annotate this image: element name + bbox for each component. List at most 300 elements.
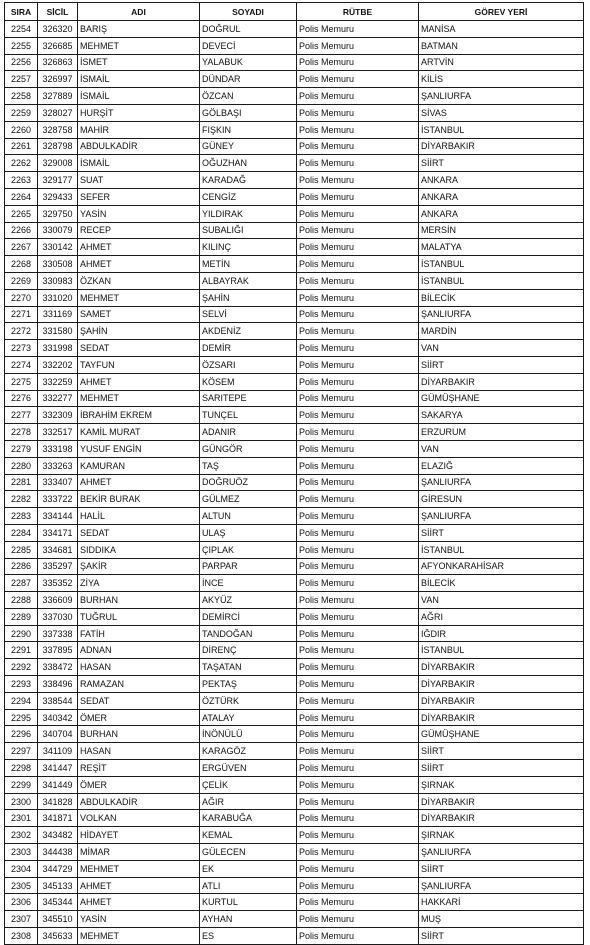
cell-gorev-yeri: MANİSA bbox=[419, 21, 584, 38]
cell-adi: SUAT bbox=[78, 172, 200, 189]
cell-sira: 2271 bbox=[5, 306, 38, 323]
cell-adi: YASİN bbox=[78, 911, 200, 928]
cell-gorev-yeri: GİRESUN bbox=[419, 491, 584, 508]
cell-sira: 2270 bbox=[5, 289, 38, 306]
cell-sicil: 328798 bbox=[38, 138, 78, 155]
cell-adi: ABDULKADİR bbox=[78, 793, 200, 810]
cell-sira: 2255 bbox=[5, 37, 38, 54]
cell-soyadi: GÜNEY bbox=[200, 138, 297, 155]
cell-rutbe: Polis Memuru bbox=[297, 558, 419, 575]
column-header-adi: ADI bbox=[78, 3, 200, 21]
table-body bbox=[5, 21, 584, 945]
table-row bbox=[5, 692, 584, 709]
cell-soyadi: ALTUN bbox=[200, 508, 297, 525]
cell-rutbe: Polis Memuru bbox=[297, 390, 419, 407]
cell-sira: 2298 bbox=[5, 760, 38, 777]
cell-sicil: 331998 bbox=[38, 340, 78, 357]
cell-rutbe: Polis Memuru bbox=[297, 608, 419, 625]
cell-gorev-yeri: DİYARBAKIR bbox=[419, 659, 584, 676]
cell-sira: 2291 bbox=[5, 642, 38, 659]
table-row bbox=[5, 709, 584, 726]
cell-rutbe: Polis Memuru bbox=[297, 659, 419, 676]
cell-adi: HASAN bbox=[78, 743, 200, 760]
cell-soyadi: GÜLMEZ bbox=[200, 491, 297, 508]
cell-soyadi: YILDIRAK bbox=[200, 205, 297, 222]
cell-sira: 2277 bbox=[5, 407, 38, 424]
cell-rutbe: Polis Memuru bbox=[297, 323, 419, 340]
cell-sira: 2305 bbox=[5, 877, 38, 894]
cell-sira: 2263 bbox=[5, 172, 38, 189]
table-row bbox=[5, 793, 584, 810]
cell-rutbe: Polis Memuru bbox=[297, 407, 419, 424]
cell-rutbe: Polis Memuru bbox=[297, 928, 419, 945]
cell-soyadi: TUNÇEL bbox=[200, 407, 297, 424]
cell-sira: 2308 bbox=[5, 928, 38, 945]
cell-sira: 2304 bbox=[5, 860, 38, 877]
cell-soyadi: DEVECİ bbox=[200, 37, 297, 54]
cell-rutbe: Polis Memuru bbox=[297, 457, 419, 474]
cell-rutbe: Polis Memuru bbox=[297, 508, 419, 525]
cell-adi: MEHMET bbox=[78, 37, 200, 54]
cell-soyadi: ÖZCAN bbox=[200, 88, 297, 105]
cell-adi: ABDULKADİR bbox=[78, 138, 200, 155]
cell-sira: 2279 bbox=[5, 440, 38, 457]
cell-rutbe: Polis Memuru bbox=[297, 256, 419, 273]
cell-soyadi: FIŞKIN bbox=[200, 121, 297, 138]
cell-soyadi: ÖZTÜRK bbox=[200, 692, 297, 709]
cell-sicil: 331169 bbox=[38, 306, 78, 323]
cell-rutbe: Polis Memuru bbox=[297, 222, 419, 239]
cell-adi: MİMAR bbox=[78, 844, 200, 861]
cell-gorev-yeri: DİYARBAKIR bbox=[419, 373, 584, 390]
cell-sicil: 335297 bbox=[38, 558, 78, 575]
cell-rutbe: Polis Memuru bbox=[297, 625, 419, 642]
cell-adi: AHMET bbox=[78, 373, 200, 390]
table-row bbox=[5, 373, 584, 390]
cell-soyadi: EK bbox=[200, 860, 297, 877]
table-row bbox=[5, 323, 584, 340]
cell-sira: 2296 bbox=[5, 726, 38, 743]
cell-soyadi: DEMİRCİ bbox=[200, 608, 297, 625]
cell-gorev-yeri: DİYARBAKIR bbox=[419, 810, 584, 827]
cell-adi: ADNAN bbox=[78, 642, 200, 659]
cell-sicil: 329008 bbox=[38, 155, 78, 172]
cell-soyadi: METİN bbox=[200, 256, 297, 273]
cell-soyadi: YALABUK bbox=[200, 54, 297, 71]
cell-soyadi: TANDOĞAN bbox=[200, 625, 297, 642]
cell-gorev-yeri: İSTANBUL bbox=[419, 272, 584, 289]
cell-adi: AHMET bbox=[78, 877, 200, 894]
cell-rutbe: Polis Memuru bbox=[297, 877, 419, 894]
cell-sicil: 341828 bbox=[38, 793, 78, 810]
cell-sira: 2273 bbox=[5, 340, 38, 357]
cell-sicil: 336609 bbox=[38, 592, 78, 609]
cell-rutbe: Polis Memuru bbox=[297, 743, 419, 760]
column-header-rutbe: RÜTBE bbox=[297, 3, 419, 21]
cell-sira: 2282 bbox=[5, 491, 38, 508]
cell-soyadi: AKYÜZ bbox=[200, 592, 297, 609]
cell-sicil: 332517 bbox=[38, 424, 78, 441]
cell-soyadi: GÜNGÖR bbox=[200, 440, 297, 457]
cell-sicil: 341449 bbox=[38, 776, 78, 793]
cell-sira: 2274 bbox=[5, 356, 38, 373]
cell-adi: YASİN bbox=[78, 205, 200, 222]
cell-rutbe: Polis Memuru bbox=[297, 592, 419, 609]
cell-sicil: 329177 bbox=[38, 172, 78, 189]
cell-rutbe: Polis Memuru bbox=[297, 424, 419, 441]
cell-soyadi: DOĞRUÖZ bbox=[200, 474, 297, 491]
cell-soyadi: ATLI bbox=[200, 877, 297, 894]
table-row bbox=[5, 860, 584, 877]
cell-adi: VOLKAN bbox=[78, 810, 200, 827]
cell-rutbe: Polis Memuru bbox=[297, 104, 419, 121]
cell-sira: 2292 bbox=[5, 659, 38, 676]
table-row bbox=[5, 625, 584, 642]
cell-adi: KAMURAN bbox=[78, 457, 200, 474]
cell-adi: ÖMER bbox=[78, 776, 200, 793]
cell-rutbe: Polis Memuru bbox=[297, 289, 419, 306]
cell-sira: 2299 bbox=[5, 776, 38, 793]
cell-gorev-yeri: ŞIRNAK bbox=[419, 776, 584, 793]
cell-adi: HALİL bbox=[78, 508, 200, 525]
cell-sira: 2293 bbox=[5, 676, 38, 693]
cell-rutbe: Polis Memuru bbox=[297, 172, 419, 189]
cell-adi: İBRAHİM EKREM bbox=[78, 407, 200, 424]
table-row bbox=[5, 558, 584, 575]
cell-sicil: 335352 bbox=[38, 575, 78, 592]
cell-soyadi: ULAŞ bbox=[200, 524, 297, 541]
cell-sicil: 328758 bbox=[38, 121, 78, 138]
cell-gorev-yeri: AĞRI bbox=[419, 608, 584, 625]
cell-rutbe: Polis Memuru bbox=[297, 188, 419, 205]
table-row bbox=[5, 104, 584, 121]
cell-soyadi: OĞUZHAN bbox=[200, 155, 297, 172]
table-row bbox=[5, 592, 584, 609]
cell-rutbe: Polis Memuru bbox=[297, 827, 419, 844]
table-row bbox=[5, 424, 584, 441]
cell-adi: BURHAN bbox=[78, 726, 200, 743]
cell-rutbe: Polis Memuru bbox=[297, 894, 419, 911]
cell-adi: ZİYA bbox=[78, 575, 200, 592]
table-row bbox=[5, 491, 584, 508]
cell-rutbe: Polis Memuru bbox=[297, 440, 419, 457]
cell-adi: İSMAİL bbox=[78, 71, 200, 88]
cell-sira: 2283 bbox=[5, 508, 38, 525]
cell-sicil: 334681 bbox=[38, 541, 78, 558]
cell-soyadi: DÜNDAR bbox=[200, 71, 297, 88]
cell-rutbe: Polis Memuru bbox=[297, 205, 419, 222]
cell-gorev-yeri: SİİRT bbox=[419, 928, 584, 945]
cell-gorev-yeri: IĞDIR bbox=[419, 625, 584, 642]
cell-soyadi: AYHAN bbox=[200, 911, 297, 928]
cell-adi: BEKİR BURAK bbox=[78, 491, 200, 508]
cell-rutbe: Polis Memuru bbox=[297, 306, 419, 323]
cell-gorev-yeri: SAKARYA bbox=[419, 407, 584, 424]
table-row bbox=[5, 155, 584, 172]
cell-sira: 2284 bbox=[5, 524, 38, 541]
table-row bbox=[5, 205, 584, 222]
cell-adi: AHMET bbox=[78, 239, 200, 256]
cell-gorev-yeri: GÜMÜŞHANE bbox=[419, 726, 584, 743]
cell-sicil: 344438 bbox=[38, 844, 78, 861]
cell-adi: RAMAZAN bbox=[78, 676, 200, 693]
cell-gorev-yeri: İSTANBUL bbox=[419, 121, 584, 138]
cell-adi: RECEP bbox=[78, 222, 200, 239]
cell-sicil: 332309 bbox=[38, 407, 78, 424]
cell-adi: AHMET bbox=[78, 474, 200, 491]
cell-soyadi: KARAGÖZ bbox=[200, 743, 297, 760]
cell-sicil: 330142 bbox=[38, 239, 78, 256]
cell-gorev-yeri: ARTVİN bbox=[419, 54, 584, 71]
cell-sicil: 340342 bbox=[38, 709, 78, 726]
cell-sicil: 329433 bbox=[38, 188, 78, 205]
cell-sicil: 345510 bbox=[38, 911, 78, 928]
cell-gorev-yeri: ERZURUM bbox=[419, 424, 584, 441]
cell-adi: İSMAİL bbox=[78, 88, 200, 105]
cell-gorev-yeri: MUŞ bbox=[419, 911, 584, 928]
cell-gorev-yeri: ŞANLIURFA bbox=[419, 844, 584, 861]
cell-sira: 2266 bbox=[5, 222, 38, 239]
cell-rutbe: Polis Memuru bbox=[297, 541, 419, 558]
cell-soyadi: ÖZSARI bbox=[200, 356, 297, 373]
cell-soyadi: ES bbox=[200, 928, 297, 945]
table-row bbox=[5, 340, 584, 357]
table-row bbox=[5, 222, 584, 239]
cell-sicil: 345633 bbox=[38, 928, 78, 945]
table-row bbox=[5, 541, 584, 558]
cell-soyadi: SUBALIĞI bbox=[200, 222, 297, 239]
cell-soyadi: ADANIR bbox=[200, 424, 297, 441]
cell-gorev-yeri: AFYONKARAHİSAR bbox=[419, 558, 584, 575]
cell-sicil: 341871 bbox=[38, 810, 78, 827]
cell-soyadi: İNÖNÜLÜ bbox=[200, 726, 297, 743]
table-row bbox=[5, 272, 584, 289]
cell-adi: BARIŞ bbox=[78, 21, 200, 38]
cell-adi: ÖMER bbox=[78, 709, 200, 726]
cell-gorev-yeri: ŞANLIURFA bbox=[419, 474, 584, 491]
cell-sicil: 338544 bbox=[38, 692, 78, 709]
cell-sicil: 329750 bbox=[38, 205, 78, 222]
cell-gorev-yeri: ŞANLIURFA bbox=[419, 508, 584, 525]
cell-rutbe: Polis Memuru bbox=[297, 272, 419, 289]
cell-rutbe: Polis Memuru bbox=[297, 726, 419, 743]
cell-sira: 2265 bbox=[5, 205, 38, 222]
cell-sira: 2302 bbox=[5, 827, 38, 844]
cell-sira: 2286 bbox=[5, 558, 38, 575]
cell-rutbe: Polis Memuru bbox=[297, 760, 419, 777]
column-header-gorev-yeri: GÖREV YERİ bbox=[419, 3, 584, 21]
cell-soyadi: ERGÜVEN bbox=[200, 760, 297, 777]
cell-sicil: 330079 bbox=[38, 222, 78, 239]
cell-sicil: 330983 bbox=[38, 272, 78, 289]
cell-adi: KAMİL MURAT bbox=[78, 424, 200, 441]
cell-sira: 2295 bbox=[5, 709, 38, 726]
table-header-row bbox=[5, 3, 584, 21]
cell-sicil: 341447 bbox=[38, 760, 78, 777]
cell-rutbe: Polis Memuru bbox=[297, 88, 419, 105]
cell-gorev-yeri: ANKARA bbox=[419, 188, 584, 205]
cell-soyadi: KILINÇ bbox=[200, 239, 297, 256]
cell-sira: 2300 bbox=[5, 793, 38, 810]
cell-gorev-yeri: SİVAS bbox=[419, 104, 584, 121]
cell-rutbe: Polis Memuru bbox=[297, 524, 419, 541]
cell-adi: SIDDIKA bbox=[78, 541, 200, 558]
personnel-table bbox=[4, 2, 584, 945]
cell-soyadi: GÜLECEN bbox=[200, 844, 297, 861]
table-row bbox=[5, 457, 584, 474]
cell-sicil: 345344 bbox=[38, 894, 78, 911]
cell-sira: 2303 bbox=[5, 844, 38, 861]
cell-sira: 2262 bbox=[5, 155, 38, 172]
cell-adi: HASAN bbox=[78, 659, 200, 676]
cell-gorev-yeri: ANKARA bbox=[419, 172, 584, 189]
cell-soyadi: PARPAR bbox=[200, 558, 297, 575]
cell-adi: BURHAN bbox=[78, 592, 200, 609]
cell-soyadi: SELVİ bbox=[200, 306, 297, 323]
cell-gorev-yeri: DİYARBAKIR bbox=[419, 692, 584, 709]
table-row bbox=[5, 54, 584, 71]
cell-sira: 2301 bbox=[5, 810, 38, 827]
table-row bbox=[5, 21, 584, 38]
cell-gorev-yeri: DİYARBAKIR bbox=[419, 793, 584, 810]
cell-adi: MAHİR bbox=[78, 121, 200, 138]
cell-soyadi: KARADAĞ bbox=[200, 172, 297, 189]
personnel-list-page bbox=[4, 2, 584, 945]
cell-gorev-yeri: İSTANBUL bbox=[419, 541, 584, 558]
cell-adi: FATİH bbox=[78, 625, 200, 642]
cell-soyadi: SARITEPE bbox=[200, 390, 297, 407]
cell-sicil: 333263 bbox=[38, 457, 78, 474]
cell-adi: AHMET bbox=[78, 256, 200, 273]
cell-rutbe: Polis Memuru bbox=[297, 37, 419, 54]
table-row bbox=[5, 440, 584, 457]
cell-adi: REŞİT bbox=[78, 760, 200, 777]
table-row bbox=[5, 172, 584, 189]
cell-sicil: 326320 bbox=[38, 21, 78, 38]
cell-gorev-yeri: BİLECİK bbox=[419, 289, 584, 306]
cell-sira: 2268 bbox=[5, 256, 38, 273]
cell-adi: YUSUF ENGİN bbox=[78, 440, 200, 457]
cell-adi: AHMET bbox=[78, 894, 200, 911]
cell-sicil: 337895 bbox=[38, 642, 78, 659]
cell-soyadi: KÖSEM bbox=[200, 373, 297, 390]
cell-soyadi: ATALAY bbox=[200, 709, 297, 726]
cell-soyadi: ALBAYRAK bbox=[200, 272, 297, 289]
cell-adi: ŞAHİN bbox=[78, 323, 200, 340]
cell-sira: 2264 bbox=[5, 188, 38, 205]
table-row bbox=[5, 726, 584, 743]
cell-rutbe: Polis Memuru bbox=[297, 356, 419, 373]
cell-adi: MEHMET bbox=[78, 390, 200, 407]
table-row bbox=[5, 37, 584, 54]
cell-rutbe: Polis Memuru bbox=[297, 692, 419, 709]
cell-sira: 2275 bbox=[5, 373, 38, 390]
table-row bbox=[5, 188, 584, 205]
cell-rutbe: Polis Memuru bbox=[297, 373, 419, 390]
cell-sira: 2256 bbox=[5, 54, 38, 71]
cell-soyadi: ÇIPLAK bbox=[200, 541, 297, 558]
cell-gorev-yeri: MALATYA bbox=[419, 239, 584, 256]
cell-gorev-yeri: SİİRT bbox=[419, 860, 584, 877]
cell-sicil: 332277 bbox=[38, 390, 78, 407]
cell-soyadi: KURTUL bbox=[200, 894, 297, 911]
cell-sira: 2288 bbox=[5, 592, 38, 609]
cell-sira: 2307 bbox=[5, 911, 38, 928]
cell-rutbe: Polis Memuru bbox=[297, 474, 419, 491]
table-row bbox=[5, 642, 584, 659]
table-row bbox=[5, 390, 584, 407]
cell-gorev-yeri: SİİRT bbox=[419, 760, 584, 777]
cell-gorev-yeri: SİİRT bbox=[419, 356, 584, 373]
cell-gorev-yeri: ELAZIĞ bbox=[419, 457, 584, 474]
cell-gorev-yeri: ŞANLIURFA bbox=[419, 306, 584, 323]
cell-rutbe: Polis Memuru bbox=[297, 71, 419, 88]
cell-sira: 2278 bbox=[5, 424, 38, 441]
cell-soyadi: AKDENİZ bbox=[200, 323, 297, 340]
cell-sira: 2285 bbox=[5, 541, 38, 558]
cell-soyadi: TAŞATAN bbox=[200, 659, 297, 676]
cell-sira: 2281 bbox=[5, 474, 38, 491]
cell-gorev-yeri: HAKKARİ bbox=[419, 894, 584, 911]
table-row bbox=[5, 827, 584, 844]
cell-soyadi: CENGİZ bbox=[200, 188, 297, 205]
cell-adi: HİDAYET bbox=[78, 827, 200, 844]
cell-sira: 2290 bbox=[5, 625, 38, 642]
table-row bbox=[5, 524, 584, 541]
cell-rutbe: Polis Memuru bbox=[297, 709, 419, 726]
table-row bbox=[5, 810, 584, 827]
cell-gorev-yeri: ŞANLIURFA bbox=[419, 877, 584, 894]
cell-gorev-yeri: İSTANBUL bbox=[419, 256, 584, 273]
cell-adi: SEDAT bbox=[78, 340, 200, 357]
cell-sicil: 341109 bbox=[38, 743, 78, 760]
cell-sicil: 334144 bbox=[38, 508, 78, 525]
table-row bbox=[5, 608, 584, 625]
cell-soyadi: ÇELİK bbox=[200, 776, 297, 793]
cell-rutbe: Polis Memuru bbox=[297, 575, 419, 592]
cell-adi: MEHMET bbox=[78, 928, 200, 945]
cell-sira: 2272 bbox=[5, 323, 38, 340]
cell-rutbe: Polis Memuru bbox=[297, 121, 419, 138]
cell-rutbe: Polis Memuru bbox=[297, 810, 419, 827]
cell-sira: 2294 bbox=[5, 692, 38, 709]
cell-gorev-yeri: SİİRT bbox=[419, 155, 584, 172]
cell-sira: 2297 bbox=[5, 743, 38, 760]
cell-sicil: 337030 bbox=[38, 608, 78, 625]
cell-adi: İSMET bbox=[78, 54, 200, 71]
cell-gorev-yeri: VAN bbox=[419, 440, 584, 457]
cell-soyadi: TAŞ bbox=[200, 457, 297, 474]
cell-rutbe: Polis Memuru bbox=[297, 21, 419, 38]
cell-gorev-yeri: MERSİN bbox=[419, 222, 584, 239]
cell-soyadi: DOĞRUL bbox=[200, 21, 297, 38]
cell-adi: MEHMET bbox=[78, 860, 200, 877]
cell-sicil: 330508 bbox=[38, 256, 78, 273]
cell-gorev-yeri: KİLİS bbox=[419, 71, 584, 88]
cell-sira: 2254 bbox=[5, 21, 38, 38]
cell-adi: HURŞİT bbox=[78, 104, 200, 121]
cell-soyadi: KEMAL bbox=[200, 827, 297, 844]
cell-gorev-yeri: DİYARBAKIR bbox=[419, 138, 584, 155]
cell-sicil: 326863 bbox=[38, 54, 78, 71]
cell-gorev-yeri: ŞANLIURFA bbox=[419, 88, 584, 105]
cell-sicil: 343482 bbox=[38, 827, 78, 844]
cell-adi: SAMET bbox=[78, 306, 200, 323]
table-row bbox=[5, 743, 584, 760]
cell-soyadi: AĞIR bbox=[200, 793, 297, 810]
cell-rutbe: Polis Memuru bbox=[297, 239, 419, 256]
column-header-sicil: SİCİL bbox=[38, 3, 78, 21]
